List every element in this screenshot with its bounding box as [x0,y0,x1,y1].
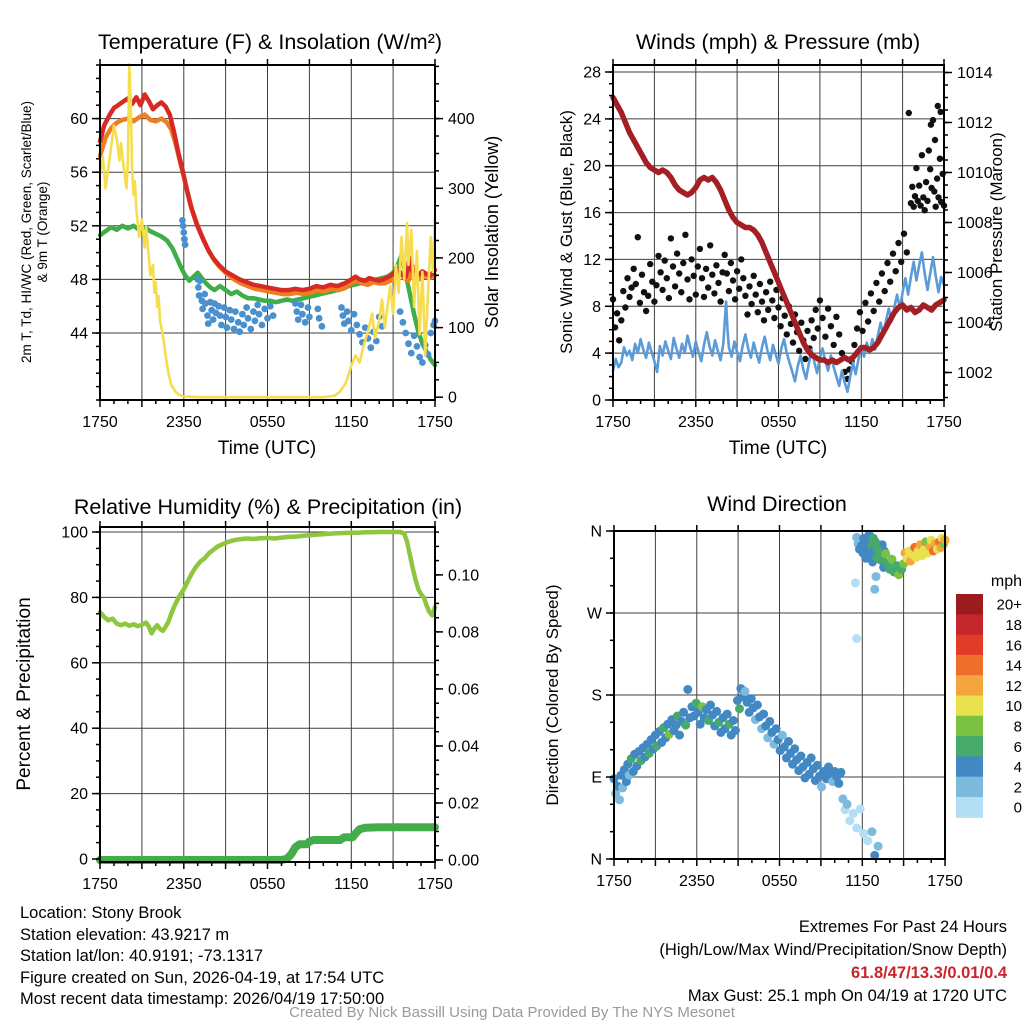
svg-text:1014: 1014 [957,65,993,82]
max-gust: Max Gust: 25.1 mph On 04/19 at 1720 UTC [687,987,1007,1005]
ticks-wind-direction [587,524,963,891]
svg-text:100: 100 [448,320,475,338]
svg-text:80: 80 [70,589,88,607]
svg-text:1750: 1750 [596,873,632,890]
svg-text:28: 28 [583,64,601,82]
svg-text:E: E [591,769,602,787]
chart-wind-direction [587,524,1022,891]
svg-text:0550: 0550 [760,414,797,431]
svg-text:300: 300 [448,180,475,198]
svg-text:W: W [586,605,602,623]
svg-text:2350: 2350 [679,873,715,890]
chart2-title: Winds (mph) & Pressure (mb) [635,30,921,54]
svg-text:12: 12 [583,251,601,269]
svg-text:10: 10 [1005,698,1022,716]
svg-text:1750: 1750 [926,414,962,431]
svg-text:0: 0 [1013,799,1022,817]
gridlines-wind-direction [614,531,945,859]
chart1-left-axis-label-line2: & 9m T (Orange) [35,181,50,283]
svg-text:0.04: 0.04 [448,738,480,756]
svg-text:2: 2 [1013,779,1022,797]
ticks-winds-pressure [583,59,992,431]
svg-text:1150: 1150 [334,414,369,431]
svg-text:8: 8 [1013,718,1022,736]
svg-text:1750: 1750 [82,876,118,893]
svg-text:1012: 1012 [957,115,993,132]
station-location: Location: Stony Brook [20,904,182,922]
svg-text:1150: 1150 [334,876,369,893]
chart-temperature-insolation [70,59,475,431]
svg-text:1150: 1150 [844,414,879,431]
chart1-x-axis-label: Time (UTC) [217,438,317,459]
svg-text:20+: 20+ [996,596,1022,614]
chart1-right-axis-label: Solar Insolation (Yellow) [482,135,502,329]
svg-text:1010: 1010 [957,165,993,182]
svg-text:2350: 2350 [166,876,202,893]
svg-text:44: 44 [70,325,88,343]
svg-text:N: N [590,523,602,541]
chart4-title: Wind Direction [707,492,847,516]
svg-text:1750: 1750 [927,873,963,890]
svg-text:20: 20 [70,786,88,804]
svg-text:2350: 2350 [166,414,202,431]
svg-text:200: 200 [448,250,475,268]
speed-colorbar [956,573,1022,818]
extremes-subtitle: (High/Low/Max Wind/Precipitation/Snow Depth) [659,941,1007,959]
figure-created: Figure created on Sun, 2026-04-19, at 17:54 UTC [20,968,385,987]
svg-text:0.02: 0.02 [448,795,480,813]
svg-text:0550: 0550 [249,414,286,431]
svg-text:60: 60 [70,655,88,673]
svg-text:14: 14 [1005,657,1022,675]
svg-text:N: N [590,851,602,869]
svg-text:0: 0 [448,389,457,407]
station-info [20,903,384,1011]
chart-winds-pressure [583,59,992,431]
svg-text:2350: 2350 [678,414,714,431]
svg-text:4: 4 [592,345,601,363]
svg-text:52: 52 [70,218,88,236]
svg-text:1750: 1750 [417,876,453,893]
svg-text:400: 400 [448,111,475,129]
svg-text:1002: 1002 [957,365,993,382]
svg-text:1004: 1004 [957,315,993,332]
chart2-x-axis-label: Time (UTC) [728,438,828,459]
svg-text:60: 60 [70,111,88,129]
svg-text:12: 12 [1005,677,1022,695]
svg-text:0550: 0550 [761,873,798,890]
svg-text:1750: 1750 [417,414,453,431]
chart1-title: Temperature (F) & Insolation (W/m²) [97,30,443,54]
chart-humidity-precip [61,521,479,893]
svg-text:1750: 1750 [595,414,631,431]
gridlines-humidity-precip [100,527,435,862]
extremes-values: 61.8/47/13.3/0.01/0.4 [851,964,1007,982]
chart3-title: Relative Humidity (%) & Precipitation (in) [73,495,463,519]
svg-text:1750: 1750 [82,414,118,431]
svg-text:4: 4 [1013,759,1022,776]
svg-text:0: 0 [79,851,88,869]
extremes-panel [659,916,1007,1008]
svg-text:56: 56 [70,164,88,182]
svg-text:0.08: 0.08 [448,624,480,642]
svg-text:6: 6 [1013,738,1022,756]
svg-text:100: 100 [61,524,88,542]
extremes-title: Extremes For Past 24 Hours [798,918,1007,936]
credit-line: Created By Nick Bassill Using Data Provided By The NYS Mesonet [289,1004,735,1021]
svg-text:1150: 1150 [845,873,880,890]
chart4-left-axis-label: Direction (Colored By Speed) [543,584,562,806]
svg-text:1008: 1008 [957,215,993,232]
data-timestamp: Most recent data timestamp: 2026/04/19 17:50:00 [20,990,385,1008]
svg-text:1006: 1006 [957,265,993,282]
svg-text:18: 18 [1005,616,1022,634]
chart1-left-axis-label-line1: 2m T, Td, HI/WC (Red, Green, Scarlet/Blue) [19,100,34,364]
chart2-left-axis-label: Sonic Wind & Gust (Blue, Black) [557,110,576,354]
svg-text:0.06: 0.06 [448,681,480,699]
station-elevation: Station elevation: 43.9217 m [20,925,230,944]
svg-text:24: 24 [583,111,601,129]
svg-text:8: 8 [592,298,601,316]
svg-text:mph: mph [990,573,1022,590]
chart3-left-axis-label: Percent & Precipitation [14,597,35,791]
svg-text:0.00: 0.00 [448,852,480,870]
svg-text:20: 20 [583,158,601,176]
svg-text:0: 0 [592,392,601,410]
svg-text:S: S [591,687,602,705]
svg-text:0.10: 0.10 [448,567,480,585]
svg-text:16: 16 [583,205,601,223]
svg-text:0550: 0550 [249,876,286,893]
station-latlon: Station lat/lon: 40.9191; -73.1317 [20,947,264,965]
svg-text:40: 40 [70,720,88,738]
chart2-right-axis-label: Station Pressure (Maroon) [987,132,1006,332]
svg-text:48: 48 [70,271,88,289]
svg-text:16: 16 [1005,637,1022,655]
